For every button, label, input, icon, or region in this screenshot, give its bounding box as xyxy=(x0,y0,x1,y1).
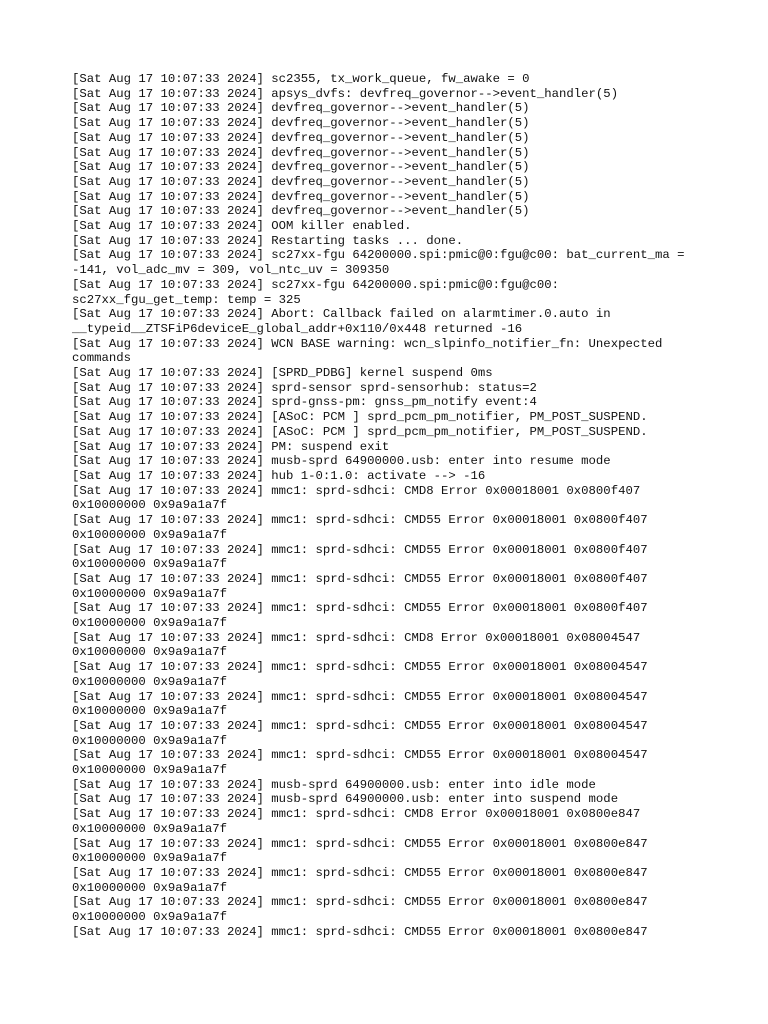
log-line: [Sat Aug 17 10:07:33 2024] mmc1: sprd-sdhci: CMD55 Error 0x00018001 0x0800f407 xyxy=(72,571,648,586)
log-line: [Sat Aug 17 10:07:33 2024] devfreq_governor-->event_handler(5) xyxy=(72,101,530,116)
log-line: [Sat Aug 17 10:07:33 2024] mmc1: sprd-sdhci: CMD55 Error 0x00018001 0x08004547 xyxy=(72,689,648,704)
log-line: [Sat Aug 17 10:07:33 2024] WCN BASE warning: wcn_slpinfo_notifier_fn: Unexpected xyxy=(72,336,663,351)
log-line: [Sat Aug 17 10:07:33 2024] hub 1-0:1.0: activate --> -16 xyxy=(72,468,486,483)
log-line: 0x10000000 0x9a9a1a7f xyxy=(72,527,227,542)
log-line: [Sat Aug 17 10:07:33 2024] devfreq_governor-->event_handler(5) xyxy=(72,174,530,189)
log-line: 0x10000000 0x9a9a1a7f xyxy=(72,557,227,572)
log-line: [Sat Aug 17 10:07:33 2024] sprd-gnss-pm: gnss_pm_notify event:4 xyxy=(72,395,537,410)
log-line: [Sat Aug 17 10:07:33 2024] OOM killer enabled. xyxy=(72,219,412,234)
log-line: [Sat Aug 17 10:07:33 2024] devfreq_governor-->event_handler(5) xyxy=(72,145,530,160)
log-line: [Sat Aug 17 10:07:33 2024] sc27xx-fgu 64200000.spi:pmic@0:fgu@c00: xyxy=(72,277,560,292)
log-line: [Sat Aug 17 10:07:33 2024] mmc1: sprd-sdhci: CMD55 Error 0x00018001 0x0800f407 xyxy=(72,542,648,557)
log-line: 0x10000000 0x9a9a1a7f xyxy=(72,851,227,866)
log-line: [Sat Aug 17 10:07:33 2024] mmc1: sprd-sdhci: CMD55 Error 0x00018001 0x0800e847 xyxy=(72,865,648,880)
log-line: [Sat Aug 17 10:07:33 2024] devfreq_governor-->event_handler(5) xyxy=(72,204,530,219)
log-document xyxy=(72,72,712,939)
log-line: [Sat Aug 17 10:07:33 2024] mmc1: sprd-sdhci: CMD55 Error 0x00018001 0x0800e847 xyxy=(72,924,648,939)
log-line: [Sat Aug 17 10:07:33 2024] Abort: Callback failed on alarmtimer.0.auto in xyxy=(72,307,611,322)
log-line: [Sat Aug 17 10:07:33 2024] [SPRD_PDBG] kernel suspend 0ms xyxy=(72,366,493,381)
log-line: [Sat Aug 17 10:07:33 2024] sc27xx-fgu 64200000.spi:pmic@0:fgu@c00: bat_current_ma = xyxy=(72,248,685,263)
log-line: [Sat Aug 17 10:07:33 2024] mmc1: sprd-sdhci: CMD8 Error 0x00018001 0x08004547 xyxy=(72,630,641,645)
log-line: [Sat Aug 17 10:07:33 2024] musb-sprd 64900000.usb: enter into resume mode xyxy=(72,454,611,469)
log-line: commands xyxy=(72,351,132,366)
log-line: [Sat Aug 17 10:07:33 2024] Restarting tasks ... done. xyxy=(72,233,464,248)
log-line: 0x10000000 0x9a9a1a7f xyxy=(72,821,227,836)
log-line: 0x10000000 0x9a9a1a7f xyxy=(72,645,227,660)
log-line: [Sat Aug 17 10:07:33 2024] devfreq_governor-->event_handler(5) xyxy=(72,130,530,145)
log-line: [Sat Aug 17 10:07:33 2024] devfreq_governor-->event_handler(5) xyxy=(72,116,530,131)
log-line: 0x10000000 0x9a9a1a7f xyxy=(72,733,227,748)
log-line: 0x10000000 0x9a9a1a7f xyxy=(72,880,227,895)
log-line: [Sat Aug 17 10:07:33 2024] mmc1: sprd-sdhci: CMD55 Error 0x00018001 0x08004547 xyxy=(72,718,648,733)
log-line: 0x10000000 0x9a9a1a7f xyxy=(72,910,227,925)
log-line: 0x10000000 0x9a9a1a7f xyxy=(72,498,227,513)
log-line: [Sat Aug 17 10:07:33 2024] [ASoC: PCM ] sprd_pcm_pm_notifier, PM_POST_SUSPEND. xyxy=(72,424,648,439)
log-line: [Sat Aug 17 10:07:33 2024] sc2355, tx_work_queue, fw_awake = 0 xyxy=(72,72,530,86)
log-line: sc27xx_fgu_get_temp: temp = 325 xyxy=(72,292,301,307)
log-line: [Sat Aug 17 10:07:33 2024] PM: suspend exit xyxy=(72,439,390,454)
log-line: [Sat Aug 17 10:07:33 2024] mmc1: sprd-sdhci: CMD8 Error 0x00018001 0x0800f407 xyxy=(72,483,641,498)
log-line: [Sat Aug 17 10:07:33 2024] mmc1: sprd-sdhci: CMD8 Error 0x00018001 0x0800e847 xyxy=(72,807,641,822)
log-line: [Sat Aug 17 10:07:33 2024] devfreq_governor-->event_handler(5) xyxy=(72,160,530,175)
log-line: [Sat Aug 17 10:07:33 2024] sprd-sensor sprd-sensorhub: status=2 xyxy=(72,380,537,395)
log-line: 0x10000000 0x9a9a1a7f xyxy=(72,704,227,719)
log-line: [Sat Aug 17 10:07:33 2024] mmc1: sprd-sdhci: CMD55 Error 0x00018001 0x0800e847 xyxy=(72,836,648,851)
log-line: [Sat Aug 17 10:07:33 2024] mmc1: sprd-sdhci: CMD55 Error 0x00018001 0x08004547 xyxy=(72,748,648,763)
log-line: 0x10000000 0x9a9a1a7f xyxy=(72,616,227,631)
log-line: [Sat Aug 17 10:07:33 2024] [ASoC: PCM ] sprd_pcm_pm_notifier, PM_POST_SUSPEND. xyxy=(72,410,648,425)
log-line: __typeid__ZTSFiP6deviceE_global_addr+0x110/0x448 returned -16 xyxy=(72,321,523,336)
log-line: [Sat Aug 17 10:07:33 2024] mmc1: sprd-sdhci: CMD55 Error 0x00018001 0x0800f407 xyxy=(72,513,648,528)
log-line: -141, vol_adc_mv = 309, vol_ntc_uv = 309350 xyxy=(72,263,390,278)
log-line: [Sat Aug 17 10:07:33 2024] mmc1: sprd-sdhci: CMD55 Error 0x00018001 0x0800e847 xyxy=(72,895,648,910)
log-line: [Sat Aug 17 10:07:33 2024] mmc1: sprd-sdhci: CMD55 Error 0x00018001 0x08004547 xyxy=(72,660,648,675)
log-line: [Sat Aug 17 10:07:33 2024] musb-sprd 64900000.usb: enter into idle mode xyxy=(72,777,596,792)
log-line: 0x10000000 0x9a9a1a7f xyxy=(72,674,227,689)
log-line: [Sat Aug 17 10:07:33 2024] musb-sprd 64900000.usb: enter into suspend mode xyxy=(72,792,619,807)
log-line: 0x10000000 0x9a9a1a7f xyxy=(72,586,227,601)
log-line: [Sat Aug 17 10:07:33 2024] devfreq_governor-->event_handler(5) xyxy=(72,189,530,204)
log-line: 0x10000000 0x9a9a1a7f xyxy=(72,763,227,778)
log-line: [Sat Aug 17 10:07:33 2024] mmc1: sprd-sdhci: CMD55 Error 0x00018001 0x0800f407 xyxy=(72,601,648,616)
log-line: [Sat Aug 17 10:07:33 2024] apsys_dvfs: devfreq_governor-->event_handler(5) xyxy=(72,86,619,101)
